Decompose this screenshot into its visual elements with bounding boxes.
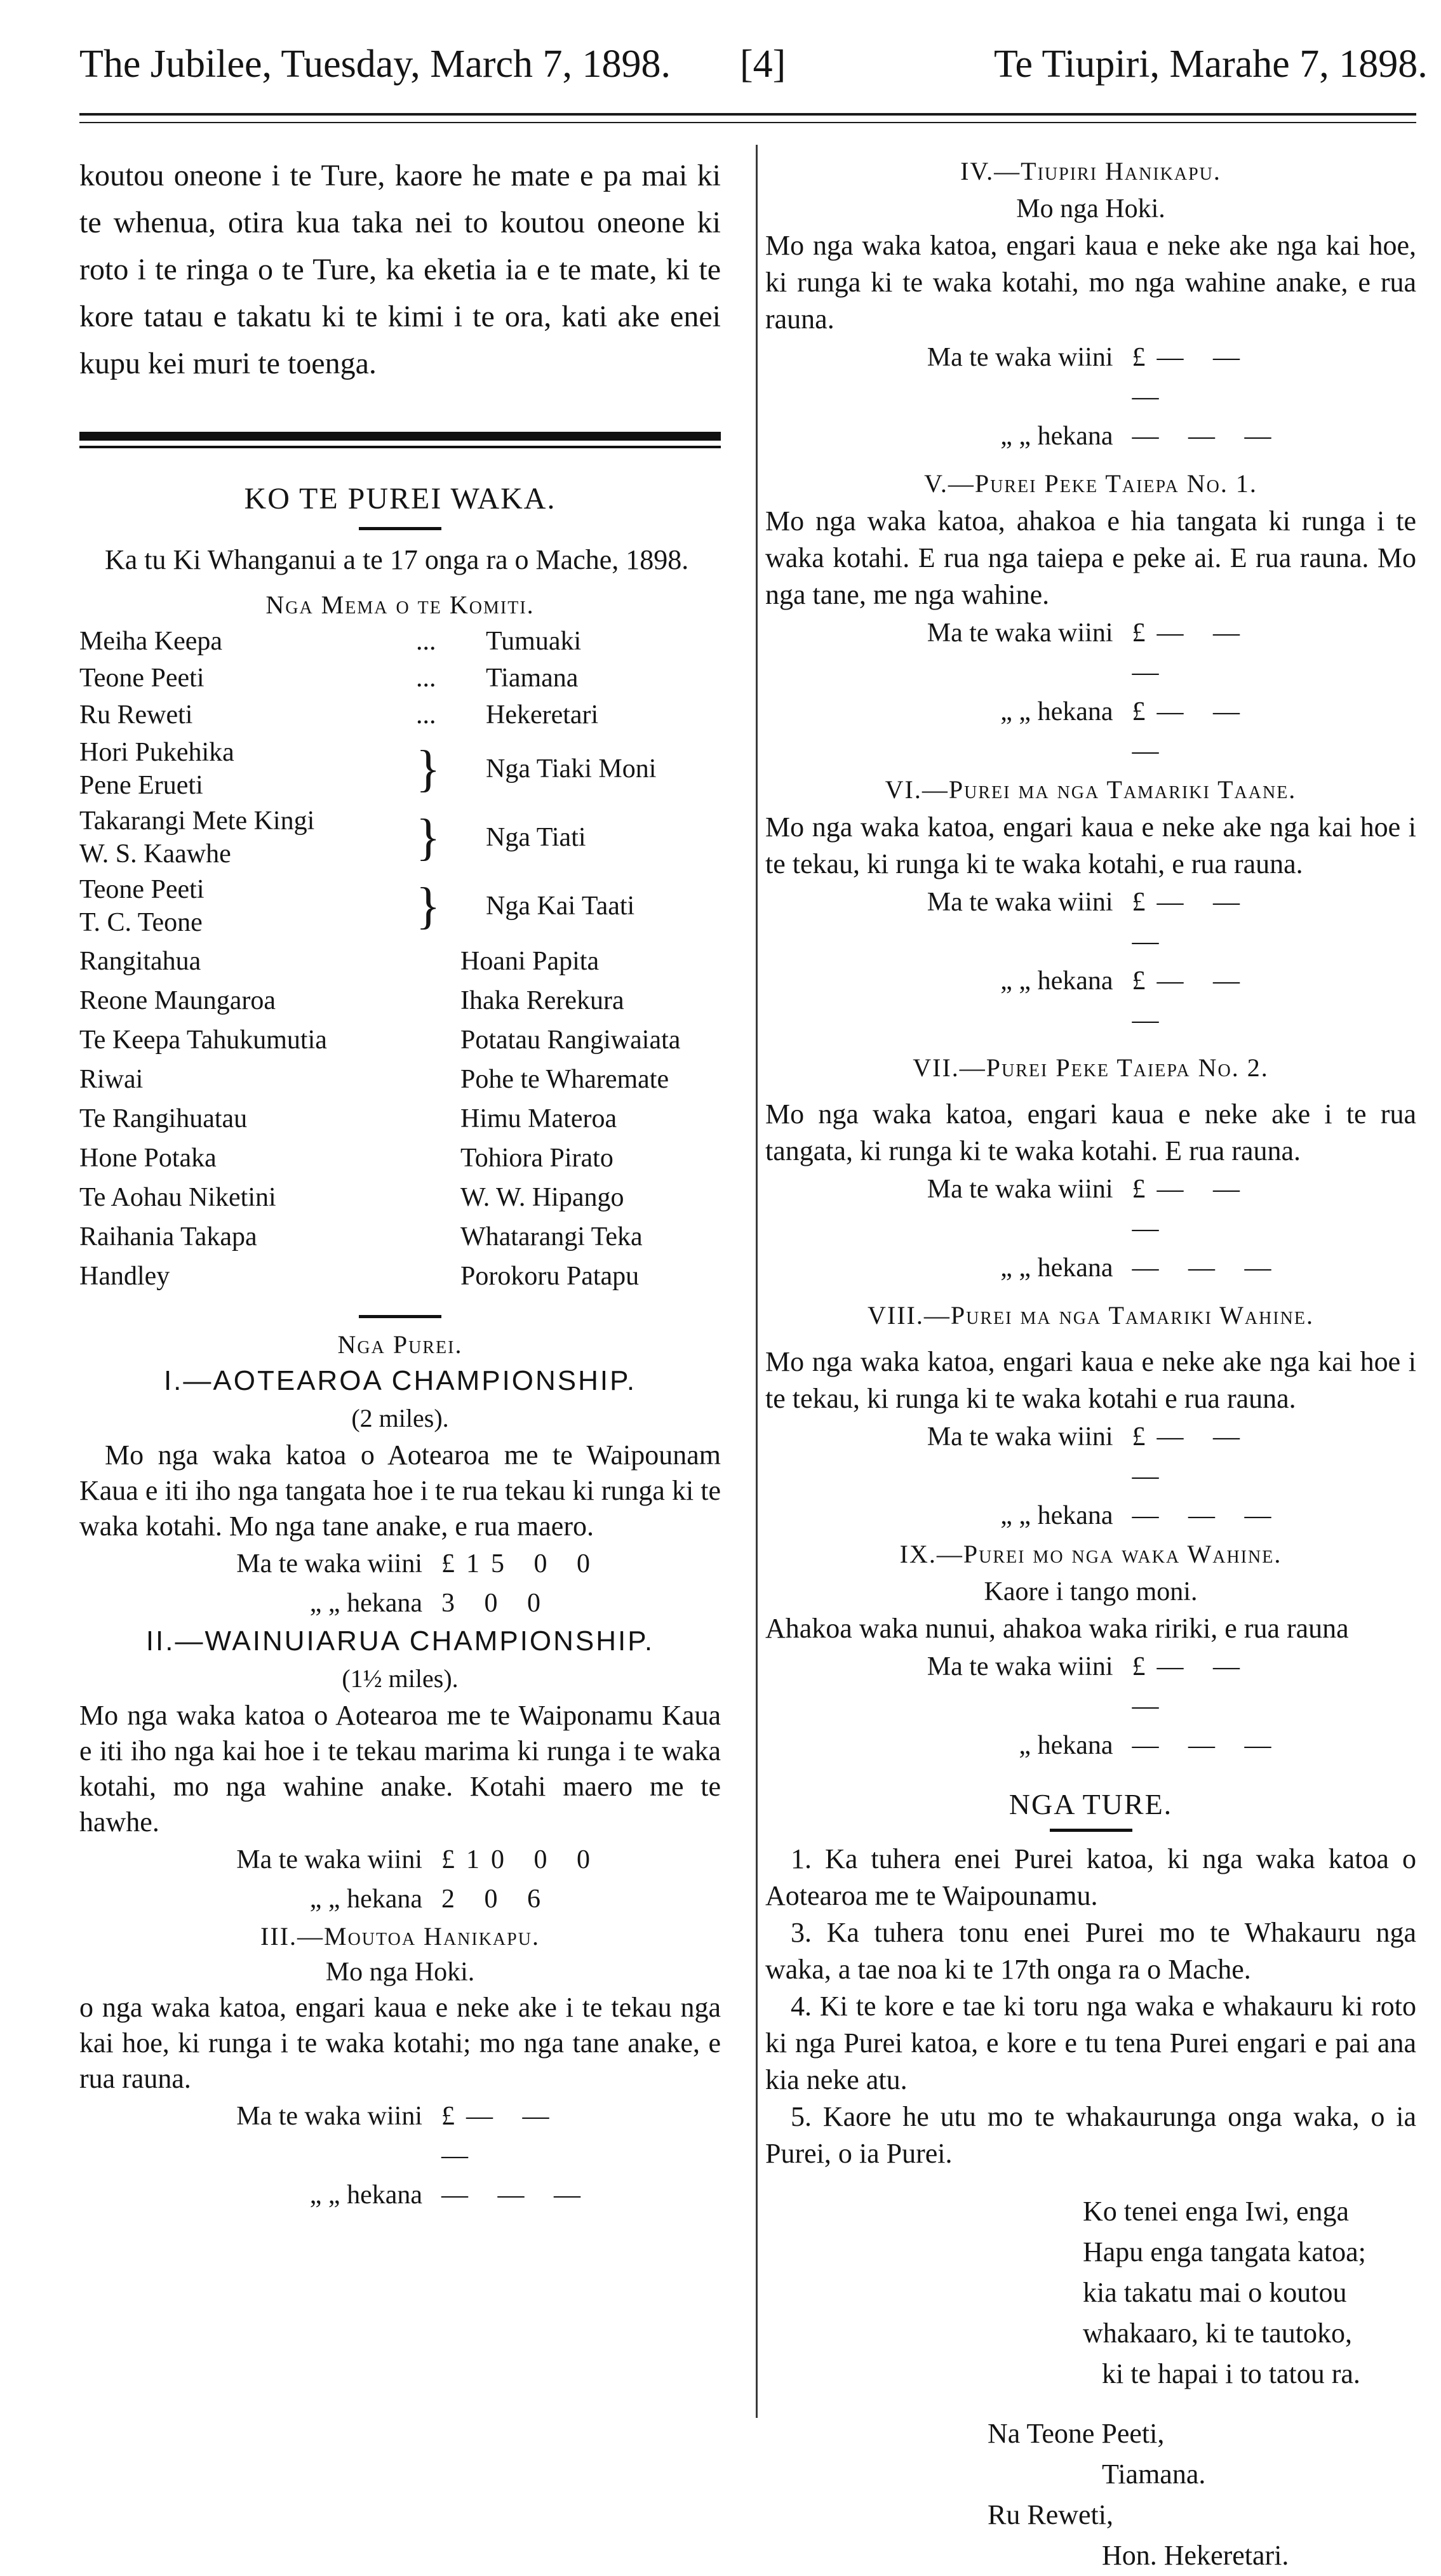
officer-name: Teone Peeti [79,664,204,693]
signatory-title: Hon. Hekeretari. [1102,2540,1289,2571]
prize-amount: 2 0 6 [441,1885,552,1914]
signatory-name: Ru Reweti, [988,2499,1113,2530]
member-name: Reone Maungaroa [79,986,276,1015]
prize-second [79,1879,721,1919]
race-description: Mo nga waka katoa o Aotearoa me te Waipounam Kaua e iti iho nga tangata hoe i te rua tekau ki runga ki te waka kotahi. Mo nga tane anake, e rua maero. [79,1439,721,1542]
member-row [79,1138,721,1178]
prize-second [79,2175,721,2215]
race-description: Mo nga waka katoa, engari kaua e neke ake i te rua tangata, ki runga ki te waka kotahi. E rua rauna. [765,1098,1416,1166]
brace-glyph: } [416,810,441,865]
group-name: Teone Peeti [79,875,204,904]
member-name: Whatarangi Teka [460,1222,643,1251]
races-heading: Nga Purei. [337,1330,463,1359]
prize-amount: — — — [1132,1253,1283,1283]
member-row [79,1099,721,1138]
officer-group [79,736,721,802]
prize-label: Ma te waka wiini [927,618,1113,648]
masthead-right: Te Tiupiri, Marahe 7, 1898. [994,43,1428,86]
prize-label: Ma te waka wiini [927,1175,1113,1204]
prize-win [765,1417,1416,1496]
prize-label: „ „ hekana [309,1885,422,1914]
race-title: I.—AOTEAROA CHAMPIONSHIP. [163,1365,637,1396]
race-subtitle: Kaore i tango moni. [984,1577,1198,1606]
officer-row [79,660,721,697]
committee-members [79,942,721,1296]
prize-label: „ „ hekana [309,1589,422,1618]
officer-role: Hekeretari [486,700,599,730]
prize-win [765,1170,1416,1248]
prize-amount: — — — [1132,1731,1283,1760]
prize-amount: £— — — [1132,697,1251,766]
prize-second [765,692,1416,771]
prize-amount: £15 0 0 [441,1549,601,1578]
member-name: Raihania Takapa [79,1222,257,1251]
prize-second [79,1584,721,1623]
prize-label: „ „ hekana [309,2180,422,2210]
prize-amount: £— — — [1132,888,1251,956]
member-name: Pohe te Wharemate [460,1065,669,1094]
race-description: Mo nga waka katoa, ahakoa e hia tangata ki runga i te waka kotahi. E rua nga taiepa e peke ai. E rua rauna. Mo nga tane, me nga wahine. [765,505,1416,610]
officer-role: Tiamana [486,664,579,693]
prize-label: Ma te waka wiini [927,1422,1113,1452]
race-description: Mo nga waka katoa o Aotearoa me te Waiponamu Kaua e iti iho nga kai hoe i te tekau marima ki runga i te waka kotahi, mo nga wahine anake. Kotahi maero me te hawhe. [79,1700,721,1838]
rules-list [765,1841,1416,2172]
heading-rule [359,527,441,530]
group-name: W. S. Kaawhe [79,839,231,869]
race-subtitle: Mo nga Hoki. [1016,194,1165,224]
race-description: Ahakoa waka nunui, ahakoa waka ririki, e rua rauna [765,1613,1349,1644]
group-role: Nga Kai Taati [486,891,635,921]
race-title: IV.—Tiupiri Hanikapu. [960,157,1221,185]
prize-amount: £— — — [1132,1175,1251,1243]
officer-row [79,697,721,733]
right-column [765,152,1416,2576]
closing-line: Ko tenei enga Iwi, enga [1083,2196,1350,2227]
prize-win [765,1647,1416,1726]
race-description: Mo nga waka katoa, engari kaua e neke ake nga kai hoe, ki runga ki te waka kotahi, mo nga wahine anake, e rua rauna. [765,230,1416,335]
member-name: Te Keepa Tahukumutia [79,1025,327,1055]
left-column [79,152,721,2215]
page-number: [4] [740,43,786,86]
member-name: Te Rangihuatau [79,1104,248,1133]
prize-label: „ „ hekana [1000,1501,1113,1530]
race-title: III.—Moutoa Hanikapu. [260,1922,540,1951]
column-divider [756,145,758,2418]
rule-item: 5. Kaore he utu mo te whakaurunga onga waka, o ia Purei, o ia Purei. [765,2101,1416,2169]
prize-second [765,961,1416,1040]
prize-win [765,883,1416,961]
group-name: Hori Pukehika [79,738,234,767]
member-row [79,1217,721,1257]
member-name: Riwai [79,1065,144,1094]
main-heading: KO TE PUREI WAKA. [244,482,556,516]
prize-amount: £— — — [1132,1652,1251,1721]
officer-name: Meiha Keepa [79,627,223,656]
races-rule [359,1315,441,1318]
section-rule-thick [79,432,721,441]
race-title: II.—WAINUIARUA CHAMPIONSHIP. [145,1625,655,1657]
member-name: Rangitahua [79,947,201,976]
prize-win [765,613,1416,692]
member-row [79,1060,721,1099]
rules-rule [1050,1829,1132,1832]
race-title: VI.—Purei ma nga Tamariki Taane. [885,775,1297,804]
race-distance: (2 miles). [351,1404,449,1432]
member-row [79,1257,721,1296]
prize-second [765,1496,1416,1535]
member-name: Tohiora Pirato [460,1144,613,1173]
prize-second [765,417,1416,456]
prize-amount: £— — — [1132,966,1251,1035]
prize-label: Ma te waka wiini [927,888,1113,917]
race-title: V.—Purei Peke Taiepa No. 1. [924,469,1257,498]
masthead-rule-bottom [79,122,1416,123]
race-description: Mo nga waka katoa, engari kaua e neke ake nga kai hoe i te tekau, ki runga ki te waka kotahi e rua rauna. [765,1346,1416,1414]
prize-amount: — — — [441,2180,592,2210]
group-role: Nga Tiaki Moni [486,754,657,784]
prize-win [79,1840,721,1879]
prize-label: Ma te waka wiini [236,1549,422,1578]
prize-amount: £— — — [1132,618,1251,687]
officer-group [79,873,721,939]
closing-line: whakaaro, ki te tautoko, [1083,2318,1352,2349]
member-name: Himu Materoa [460,1104,617,1133]
closing-line: Hapu enga tangata katoa; [1083,2236,1366,2267]
prize-second [765,1248,1416,1288]
intro-paragraph: koutou oneone i te Ture, kaore he mate e pa mai ki te whenua, otira kua taka nei to koutou oneone ki roto i te ringa o te Ture, ka eketia ia e te mate, ki te kore tatau e takatu ki te kimi i te ora, kati ake enei kupu kei muri te toenga. [79,159,721,380]
officer-role: Tumuaki [486,627,582,656]
prize-second [765,1726,1416,1765]
prize-amount: £— — — [441,2102,561,2170]
prize-amount: £— — — [1132,343,1251,411]
prize-amount: — — — [1132,422,1283,451]
prize-label: Ma te waka wiini [927,1652,1113,1681]
rules-heading: NGA TURE. [1009,1788,1173,1820]
race-title: VII.—Purei Peke Taiepa No. 2. [913,1053,1269,1082]
race-title: IX.—Purei mo nga waka Wahine. [899,1540,1282,1568]
prize-amount: 3 0 0 [441,1589,552,1618]
prize-amount: £— — — [1132,1422,1251,1491]
prize-label: Ma te waka wiini [236,2102,422,2131]
leader-dots: ... [416,664,436,693]
prize-win [79,1544,721,1584]
group-name: Pene Erueti [79,771,203,800]
member-name: Potatau Rangiwaiata [460,1025,681,1055]
prize-label: „ „ hekana [1000,966,1113,996]
rule-item: 4. Ki te kore e tae ki toru nga waka e whakauru ki roto ki nga Purei katoa, e kore e tu tena Purei engari e pai ana kia neke atu. [765,1991,1416,2095]
prize-amount: £10 0 0 [441,1845,601,1874]
prize-win [79,2097,721,2175]
member-row [79,1178,721,1217]
group-role: Nga Tiati [486,823,586,852]
member-name: W. W. Hipango [460,1183,624,1212]
announcement: Ka tu Ki Whanganui a te 17 onga ra o Mache, 1898. [105,544,689,575]
officer-group [79,804,721,871]
rule-item: 1. Ka tuhera enei Purei katoa, ki nga waka katoa o Aotearoa me te Waipounamu. [765,1843,1416,1911]
rule-item: 3. Ka tuhera tonu enei Purei mo te Whakauru nga waka, a tae noa ki te 17th onga ra o Mache. [765,1917,1416,1985]
member-name: Te Aohau Niketini [79,1183,276,1212]
member-name: Porokoru Patapu [460,1262,640,1291]
prize-amount: — — — [1132,1501,1283,1530]
member-name: Hoani Papita [460,947,600,976]
leader-dots: ... [416,627,436,656]
signatory-name: Na Teone Peeti, [988,2418,1165,2449]
brace-glyph: } [416,741,441,797]
closing-appeal [1083,2191,1416,2394]
race-title: VIII.—Purei ma nga Tamariki Wahine. [868,1301,1314,1330]
officer-name: Ru Reweti [79,700,193,730]
prize-label: „ hekana [1019,1731,1113,1760]
closing-line: kia takatu mai o koutou [1083,2277,1347,2308]
prize-label: „ „ hekana [1000,697,1113,726]
race-description: Mo nga waka katoa, engari kaua e neke ake nga kai hoe i te tekau, ki runga ki te waka kotahi, e rua rauna. [765,811,1416,879]
group-name: T. C. Teone [79,908,203,937]
race-distance: (1½ miles). [342,1664,459,1693]
member-row [79,1020,721,1060]
signatory-title: Tiamana. [1102,2459,1206,2490]
member-name: Hone Potaka [79,1144,217,1173]
member-name: Ihaka Rerekura [460,986,624,1015]
member-name: Handley [79,1262,170,1291]
group-name: Takarangi Mete Kingi [79,806,315,836]
race-subtitle: Mo nga Hoki. [325,1958,475,1987]
leader-dots: ... [416,700,436,730]
brace-glyph: } [416,878,441,934]
prize-label: „ „ hekana [1000,422,1113,451]
officer-row [79,623,721,660]
prize-label: Ma te waka wiini [927,343,1113,372]
masthead-rule-top [79,113,1416,116]
prize-label: „ „ hekana [1000,1253,1113,1283]
member-row [79,981,721,1020]
prize-label: Ma te waka wiini [236,1845,422,1874]
committee-heading: Nga Mema o te Komiti. [265,591,535,619]
signatures [765,2413,1416,2576]
prize-win [765,338,1416,417]
closing-line: ki te hapai i to tatou ra. [1102,2358,1360,2389]
committee-officers [79,623,721,733]
member-row [79,942,721,981]
race-description: o nga waka katoa, engari kaua e neke ake i te tekau nga kai hoe, ki runga i te waka kotahi; mo nga tane anake, e rua rauna. [79,1992,721,2094]
masthead-left: The Jubilee, Tuesday, March 7, 1898. [79,43,671,86]
